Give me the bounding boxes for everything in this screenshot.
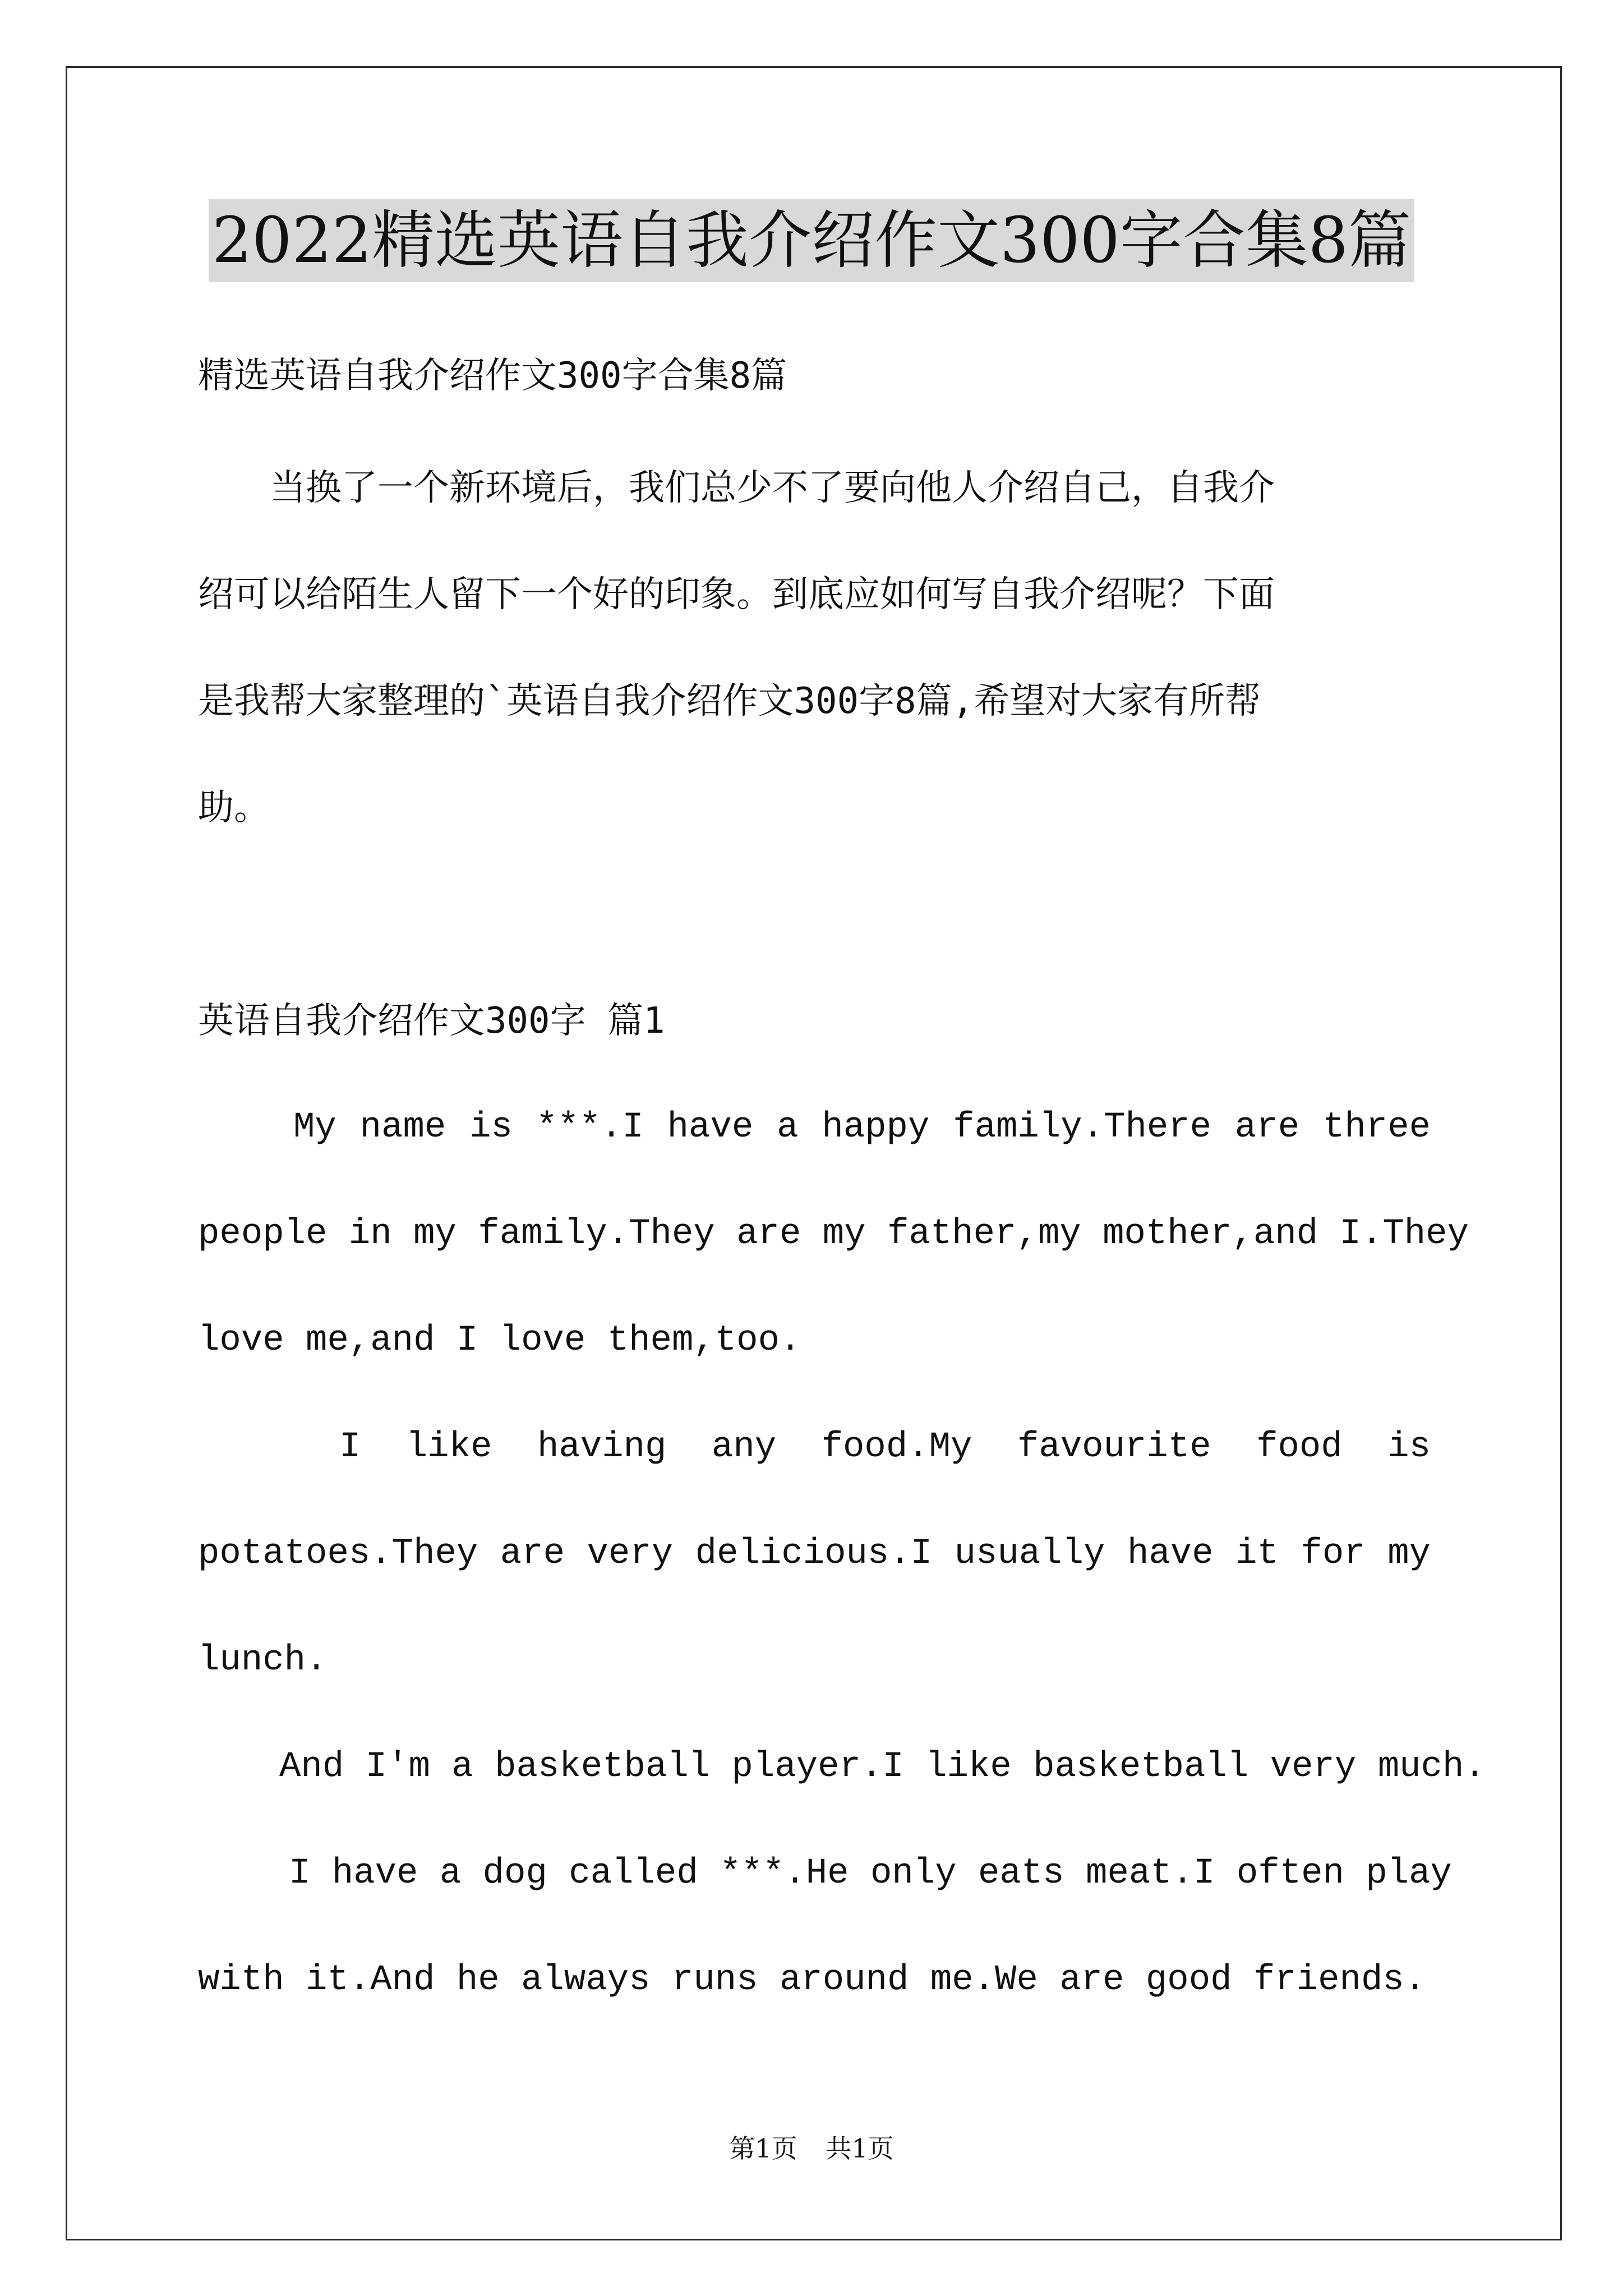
essay-line-9: with it.And he always runs around me.We are good friends.	[198, 1960, 1426, 2000]
title-container	[0, 199, 1623, 282]
intro-paragraph-line-3: 是我帮大家整理的`英语自我介绍作文300字8篇,希望对大家有所帮	[198, 680, 1261, 722]
document-title: 2022精选英语自我介绍作文300字合集8篇	[209, 199, 1414, 282]
essay-line-5: potatoes.They are very delicious.I usually have it for my	[198, 1534, 1431, 1574]
page-footer	[0, 2132, 1623, 2165]
intro-paragraph-line-2: 绍可以给陌生人留下一个好的印象。到底应如何写自我介绍呢？下面	[198, 574, 1275, 615]
page-number-total: 共1页	[826, 2133, 894, 2164]
intro-paragraph-line-1: 当换了一个新环境后，我们总少不了要向他人介绍自己，自我介	[198, 467, 1275, 509]
essay-line-7: And I'm a basketball player.I like basketball very much.	[279, 1747, 1486, 1787]
intro-paragraph-line-4: 助。	[198, 787, 270, 829]
essay-line-6: lunch.	[198, 1640, 328, 1681]
document-subtitle: 精选英语自我介绍作文300字合集8篇	[198, 355, 787, 397]
essay-line-1: My name is ***.I have a happy family.There are three	[293, 1107, 1431, 1148]
page-number-current: 第1页	[729, 2133, 797, 2164]
essay-line-8: I have a dog called ***.He only eats meat.I often play	[289, 1853, 1452, 1894]
section-heading: 英语自我介绍作文300字 篇1	[198, 1000, 665, 1042]
essay-line-4: I like having any food.My favourite food is	[339, 1427, 1431, 1467]
essay-line-3: love me,and I love them,too.	[198, 1320, 801, 1361]
essay-line-2: people in my family.They are my father,my mother,and I.They	[198, 1214, 1469, 1254]
